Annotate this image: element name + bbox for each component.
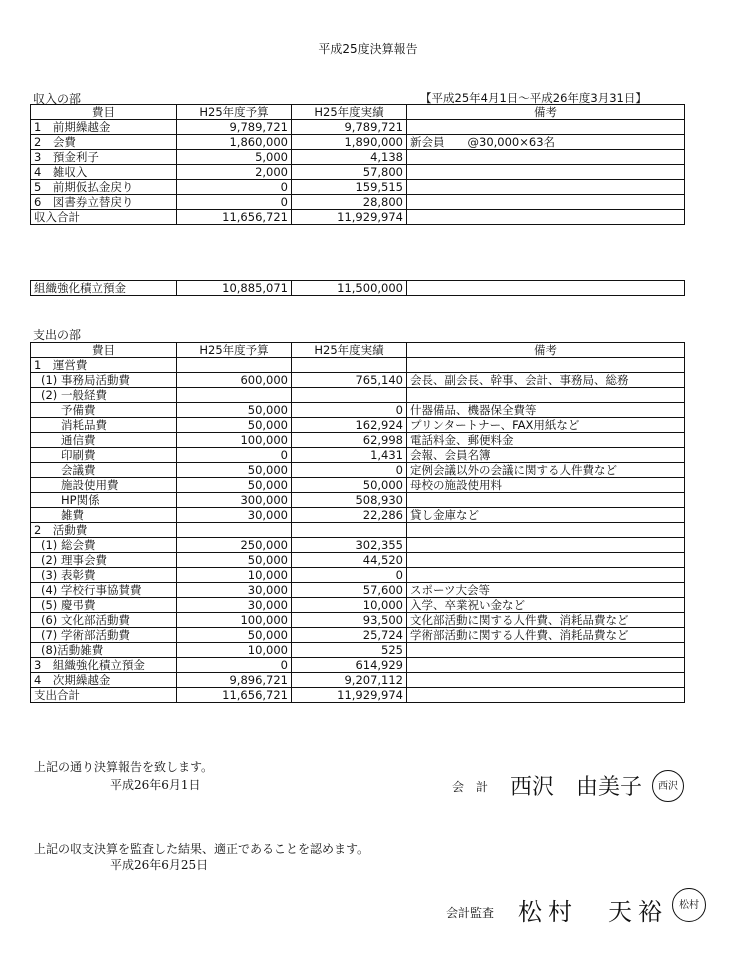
row-budget: 0 bbox=[177, 195, 292, 210]
row-actual: 11,929,974 bbox=[292, 210, 407, 225]
table-row bbox=[31, 628, 685, 643]
row-note bbox=[407, 538, 685, 553]
row-item: 6 図書券立替戻り bbox=[31, 195, 177, 210]
row-actual: 25,724 bbox=[292, 628, 407, 643]
column-header: 費目 bbox=[31, 105, 177, 120]
row-budget: 2,000 bbox=[177, 165, 292, 180]
row-budget: 50,000 bbox=[177, 478, 292, 493]
row-budget: 9,896,721 bbox=[177, 673, 292, 688]
table-row bbox=[31, 195, 685, 210]
column-header: 備考 bbox=[407, 105, 685, 120]
row-item: 施設使用費 bbox=[31, 478, 177, 493]
accountant-seal: 西沢 bbox=[652, 770, 684, 802]
table-row bbox=[31, 658, 685, 673]
row-actual: 4,138 bbox=[292, 150, 407, 165]
row-item: 4 次期繰越金 bbox=[31, 673, 177, 688]
row-note: 学術部活動に関する人件費、消耗品費など bbox=[407, 628, 685, 643]
table-row bbox=[31, 643, 685, 658]
table-row bbox=[31, 613, 685, 628]
table-row bbox=[31, 403, 685, 418]
table-row bbox=[31, 688, 685, 703]
row-budget: 50,000 bbox=[177, 463, 292, 478]
row-note bbox=[407, 281, 685, 296]
row-item: 印刷費 bbox=[31, 448, 177, 463]
table-row bbox=[31, 538, 685, 553]
row-actual: 1,890,000 bbox=[292, 135, 407, 150]
row-note bbox=[407, 643, 685, 658]
row-item: HP関係 bbox=[31, 493, 177, 508]
row-actual: 765,140 bbox=[292, 373, 407, 388]
row-budget: 10,000 bbox=[177, 643, 292, 658]
row-item: 4 雑収入 bbox=[31, 165, 177, 180]
row-item: 3 預金利子 bbox=[31, 150, 177, 165]
row-actual: 0 bbox=[292, 568, 407, 583]
row-actual: 162,924 bbox=[292, 418, 407, 433]
row-item: 支出合計 bbox=[31, 688, 177, 703]
row-actual: 11,500,000 bbox=[292, 281, 407, 296]
row-note: 定例会議以外の会議に関する人件費など bbox=[407, 463, 685, 478]
row-item: 収入合計 bbox=[31, 210, 177, 225]
row-actual: 0 bbox=[292, 403, 407, 418]
table-row bbox=[31, 120, 685, 135]
row-note: 入学、卒業祝い金など bbox=[407, 598, 685, 613]
row-note bbox=[407, 120, 685, 135]
row-actual: 508,930 bbox=[292, 493, 407, 508]
row-note: 貸し金庫など bbox=[407, 508, 685, 523]
row-item: (8)活動雑費 bbox=[31, 643, 177, 658]
row-item: (1) 総会費 bbox=[31, 538, 177, 553]
row-actual: 11,929,974 bbox=[292, 688, 407, 703]
row-item: 1 運営費 bbox=[31, 358, 177, 373]
row-budget: 250,000 bbox=[177, 538, 292, 553]
income-section-label: 収入の部 bbox=[33, 92, 82, 106]
table-row bbox=[31, 418, 685, 433]
row-note bbox=[407, 150, 685, 165]
table-row bbox=[31, 673, 685, 688]
row-note bbox=[407, 673, 685, 688]
audit-date: 平成26年6月25日 bbox=[110, 858, 209, 872]
table-row bbox=[31, 281, 685, 296]
row-budget: 11,656,721 bbox=[177, 688, 292, 703]
row-actual bbox=[292, 358, 407, 373]
row-budget: 50,000 bbox=[177, 418, 292, 433]
row-budget: 9,789,721 bbox=[177, 120, 292, 135]
row-budget bbox=[177, 523, 292, 538]
table-row bbox=[31, 180, 685, 195]
period-label: 【平成25年4月1日～平成26年度3月31日】 bbox=[420, 91, 647, 105]
row-note: スポーツ大会等 bbox=[407, 583, 685, 598]
report-statement: 上記の通り決算報告を致します。 bbox=[34, 760, 214, 774]
table-row bbox=[31, 135, 685, 150]
row-note: 什器備品、機器保全費等 bbox=[407, 403, 685, 418]
row-note bbox=[407, 195, 685, 210]
row-note bbox=[407, 358, 685, 373]
row-budget: 100,000 bbox=[177, 433, 292, 448]
row-budget: 10,000 bbox=[177, 568, 292, 583]
row-actual: 525 bbox=[292, 643, 407, 658]
table-row bbox=[31, 493, 685, 508]
row-note: プリンタートナー、FAX用紙など bbox=[407, 418, 685, 433]
row-note: 電話料金、郵便料金 bbox=[407, 433, 685, 448]
row-item: 消耗品費 bbox=[31, 418, 177, 433]
row-budget: 0 bbox=[177, 180, 292, 195]
row-item: 2 会費 bbox=[31, 135, 177, 150]
row-item: 3 組織強化積立預金 bbox=[31, 658, 177, 673]
row-item: (5) 慶弔費 bbox=[31, 598, 177, 613]
table-row bbox=[31, 598, 685, 613]
column-header: 備考 bbox=[407, 343, 685, 358]
row-item: (7) 学術部活動費 bbox=[31, 628, 177, 643]
row-note bbox=[407, 180, 685, 195]
row-item: (1) 事務局活動費 bbox=[31, 373, 177, 388]
auditor-label: 会計監査 bbox=[446, 906, 495, 920]
row-budget: 50,000 bbox=[177, 403, 292, 418]
table-row bbox=[31, 433, 685, 448]
accountant-signature: 西沢 由美子 bbox=[510, 775, 643, 800]
column-header: H25年度予算 bbox=[177, 105, 292, 120]
row-actual: 0 bbox=[292, 463, 407, 478]
row-actual: 10,000 bbox=[292, 598, 407, 613]
row-note bbox=[407, 493, 685, 508]
reserve-table bbox=[30, 280, 685, 296]
table-row bbox=[31, 358, 685, 373]
row-item: (3) 表彰費 bbox=[31, 568, 177, 583]
table-row bbox=[31, 463, 685, 478]
row-actual: 57,800 bbox=[292, 165, 407, 180]
table-row bbox=[31, 388, 685, 403]
row-item: 1 前期繰越金 bbox=[31, 120, 177, 135]
row-budget: 0 bbox=[177, 448, 292, 463]
row-budget: 30,000 bbox=[177, 598, 292, 613]
row-note: 新会員 @30,000×63名 bbox=[407, 135, 685, 150]
row-budget: 30,000 bbox=[177, 583, 292, 598]
row-note bbox=[407, 388, 685, 403]
row-item: (2) 理事会費 bbox=[31, 553, 177, 568]
row-note bbox=[407, 688, 685, 703]
row-note bbox=[407, 523, 685, 538]
income-table bbox=[30, 104, 685, 225]
row-actual: 62,998 bbox=[292, 433, 407, 448]
table-row bbox=[31, 448, 685, 463]
row-actual: 93,500 bbox=[292, 613, 407, 628]
row-note bbox=[407, 553, 685, 568]
row-actual: 614,929 bbox=[292, 658, 407, 673]
table-row bbox=[31, 165, 685, 180]
row-note bbox=[407, 568, 685, 583]
audit-statement: 上記の収支決算を監査した結果、適正であることを認めます。 bbox=[34, 842, 370, 856]
row-actual: 9,789,721 bbox=[292, 120, 407, 135]
row-item: 会議費 bbox=[31, 463, 177, 478]
row-actual: 28,800 bbox=[292, 195, 407, 210]
page-title: 平成25度決算報告 bbox=[318, 42, 418, 56]
row-budget: 5,000 bbox=[177, 150, 292, 165]
row-actual bbox=[292, 388, 407, 403]
row-budget: 30,000 bbox=[177, 508, 292, 523]
row-actual: 22,286 bbox=[292, 508, 407, 523]
row-actual: 57,600 bbox=[292, 583, 407, 598]
row-actual: 302,355 bbox=[292, 538, 407, 553]
table-row bbox=[31, 553, 685, 568]
accountant-label: 会 計 bbox=[452, 780, 489, 794]
row-actual: 1,431 bbox=[292, 448, 407, 463]
row-note bbox=[407, 658, 685, 673]
table-row bbox=[31, 373, 685, 388]
row-actual: 9,207,112 bbox=[292, 673, 407, 688]
table-row bbox=[31, 568, 685, 583]
column-header: H25年度予算 bbox=[177, 343, 292, 358]
report-date: 平成26年6月1日 bbox=[110, 778, 201, 792]
income-header-row bbox=[31, 105, 685, 120]
row-budget: 300,000 bbox=[177, 493, 292, 508]
expense-table bbox=[30, 342, 685, 703]
row-budget: 1,860,000 bbox=[177, 135, 292, 150]
row-budget: 11,656,721 bbox=[177, 210, 292, 225]
table-row bbox=[31, 150, 685, 165]
row-note bbox=[407, 165, 685, 180]
table-row bbox=[31, 523, 685, 538]
row-item: 2 活動費 bbox=[31, 523, 177, 538]
row-actual: 44,520 bbox=[292, 553, 407, 568]
row-item: 予備費 bbox=[31, 403, 177, 418]
column-header: H25年度実績 bbox=[292, 343, 407, 358]
row-budget: 100,000 bbox=[177, 613, 292, 628]
row-note: 母校の施設使用料 bbox=[407, 478, 685, 493]
row-budget bbox=[177, 388, 292, 403]
table-row bbox=[31, 508, 685, 523]
row-actual bbox=[292, 523, 407, 538]
row-budget: 600,000 bbox=[177, 373, 292, 388]
row-budget: 50,000 bbox=[177, 628, 292, 643]
row-item: (2) 一般経費 bbox=[31, 388, 177, 403]
row-item: 通信費 bbox=[31, 433, 177, 448]
row-budget: 50,000 bbox=[177, 553, 292, 568]
row-item: (4) 学校行事協賛費 bbox=[31, 583, 177, 598]
row-item: (6) 文化部活動費 bbox=[31, 613, 177, 628]
table-row bbox=[31, 210, 685, 225]
auditor-seal: 松村 bbox=[672, 888, 706, 922]
row-note: 文化部活動に関する人件費、消耗品費など bbox=[407, 613, 685, 628]
row-budget: 10,885,071 bbox=[177, 281, 292, 296]
row-budget bbox=[177, 358, 292, 373]
auditor-signature: 松村 天裕 bbox=[518, 898, 668, 926]
column-header: H25年度実績 bbox=[292, 105, 407, 120]
row-note: 会報、会員名簿 bbox=[407, 448, 685, 463]
row-item: 組織強化積立預金 bbox=[31, 281, 177, 296]
row-budget: 0 bbox=[177, 658, 292, 673]
row-note bbox=[407, 210, 685, 225]
expense-section-label: 支出の部 bbox=[33, 328, 82, 342]
row-actual: 159,515 bbox=[292, 180, 407, 195]
table-row bbox=[31, 478, 685, 493]
row-item: 雑費 bbox=[31, 508, 177, 523]
row-actual: 50,000 bbox=[292, 478, 407, 493]
table-row bbox=[31, 583, 685, 598]
row-item: 5 前期仮払金戻り bbox=[31, 180, 177, 195]
column-header: 費目 bbox=[31, 343, 177, 358]
row-note: 会長、副会長、幹事、会計、事務局、総務 bbox=[407, 373, 685, 388]
expense-header-row bbox=[31, 343, 685, 358]
